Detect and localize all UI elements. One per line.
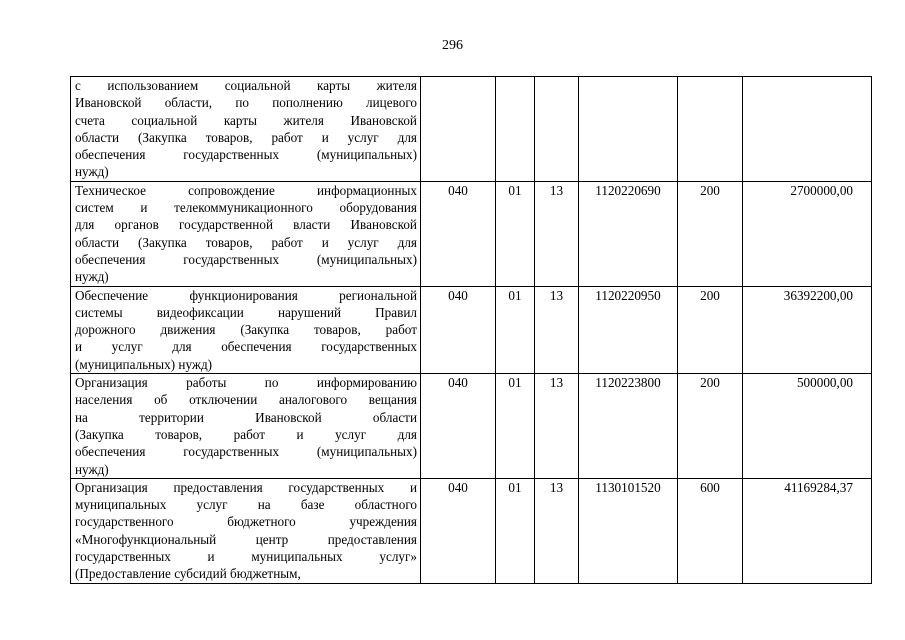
description-line: и услуг для обеспечения государственных — [75, 339, 417, 355]
expense-type-cell: 600 — [678, 478, 743, 583]
description-line: государственного бюджетного учреждения — [75, 514, 417, 530]
subsection-cell: 13 — [535, 286, 579, 373]
description-line: обеспечения государственных (муниципальных) — [75, 147, 417, 163]
admin-code-cell: 040 — [421, 181, 496, 286]
admin-code-cell: 040 — [421, 374, 496, 479]
section-cell: 01 — [496, 286, 535, 373]
description-line: нужд) — [75, 269, 109, 285]
description-line: Техническое сопровождение информационных — [75, 182, 417, 198]
description-line: муниципальных услуг на базе областного — [75, 497, 417, 513]
page-number: 296 — [442, 38, 463, 53]
description-line: для органов государственной власти Ивановской — [75, 217, 417, 233]
section-cell — [496, 77, 535, 182]
expense-type-cell: 200 — [678, 374, 743, 479]
description-line: с использованием социальной карты жителя — [75, 78, 417, 93]
row-description — [71, 286, 421, 373]
amount-cell: 500000,00 — [743, 374, 872, 479]
subsection-cell: 13 — [535, 478, 579, 583]
amount-cell: 2700000,00 — [743, 181, 872, 286]
target-article-cell: 1130101520 — [579, 478, 678, 583]
row-description — [71, 181, 421, 286]
description-line: нужд) — [75, 461, 109, 477]
description-line: на территории Ивановской области — [75, 409, 417, 425]
subsection-cell: 13 — [535, 181, 579, 286]
description-line: населения об отключении аналогового вещания — [75, 392, 417, 408]
description-line: счета социальной карты жителя Ивановской — [75, 112, 417, 128]
table-row — [71, 374, 872, 479]
budget-table-body — [71, 77, 872, 584]
row-description — [71, 77, 421, 182]
row-description — [71, 374, 421, 479]
description-line: (Предоставление субсидий бюджетным, — [75, 566, 301, 582]
description-line: области (Закупка товаров, работ и услуг для — [75, 129, 417, 145]
admin-code-cell: 040 — [421, 286, 496, 373]
amount-cell — [743, 77, 872, 182]
target-article-cell: 1120223800 — [579, 374, 678, 479]
description-line: государственных и муниципальных услуг» — [75, 549, 417, 565]
description-line: Организация работы по информированию — [75, 375, 417, 391]
description-line: нужд) — [75, 164, 109, 180]
table-row — [71, 286, 872, 373]
subsection-cell: 13 — [535, 374, 579, 479]
row-description — [71, 478, 421, 583]
description-line: дорожного движения (Закупка товаров, работ — [75, 322, 417, 338]
table-row — [71, 181, 872, 286]
table-row — [71, 77, 872, 182]
expense-type-cell: 200 — [678, 286, 743, 373]
admin-code-cell: 040 — [421, 478, 496, 583]
subsection-cell — [535, 77, 579, 182]
description-line: Организация предоставления государственных и — [75, 479, 417, 495]
section-cell: 01 — [496, 374, 535, 479]
description-line: области (Закупка товаров, работ и услуг для — [75, 234, 417, 250]
target-article-cell: 1120220690 — [579, 181, 678, 286]
table-row — [71, 478, 872, 583]
description-line: «Многофункциональный центр предоставления — [75, 531, 417, 547]
amount-cell: 36392200,00 — [743, 286, 872, 373]
description-line: системы видеофиксации нарушений Правил — [75, 304, 417, 320]
description-line: систем и телекоммуникационного оборудования — [75, 200, 417, 216]
target-article-cell — [579, 77, 678, 182]
description-line: (Закупка товаров, работ и услуг для — [75, 426, 417, 442]
description-line: (муниципальных) нужд) — [75, 356, 213, 372]
target-article-cell: 1120220950 — [579, 286, 678, 373]
amount-cell: 41169284,37 — [743, 478, 872, 583]
description-line: обеспечения государственных (муниципальных) — [75, 444, 417, 460]
section-cell: 01 — [496, 478, 535, 583]
budget-table — [70, 76, 872, 584]
admin-code-cell — [421, 77, 496, 182]
description-line: Обеспечение функционирования региональной — [75, 287, 417, 303]
description-line: обеспечения государственных (муниципальных) — [75, 251, 417, 267]
section-cell: 01 — [496, 181, 535, 286]
expense-type-cell: 200 — [678, 181, 743, 286]
expense-type-cell — [678, 77, 743, 182]
description-line: Ивановской области, по пополнению лицевого — [75, 95, 417, 111]
